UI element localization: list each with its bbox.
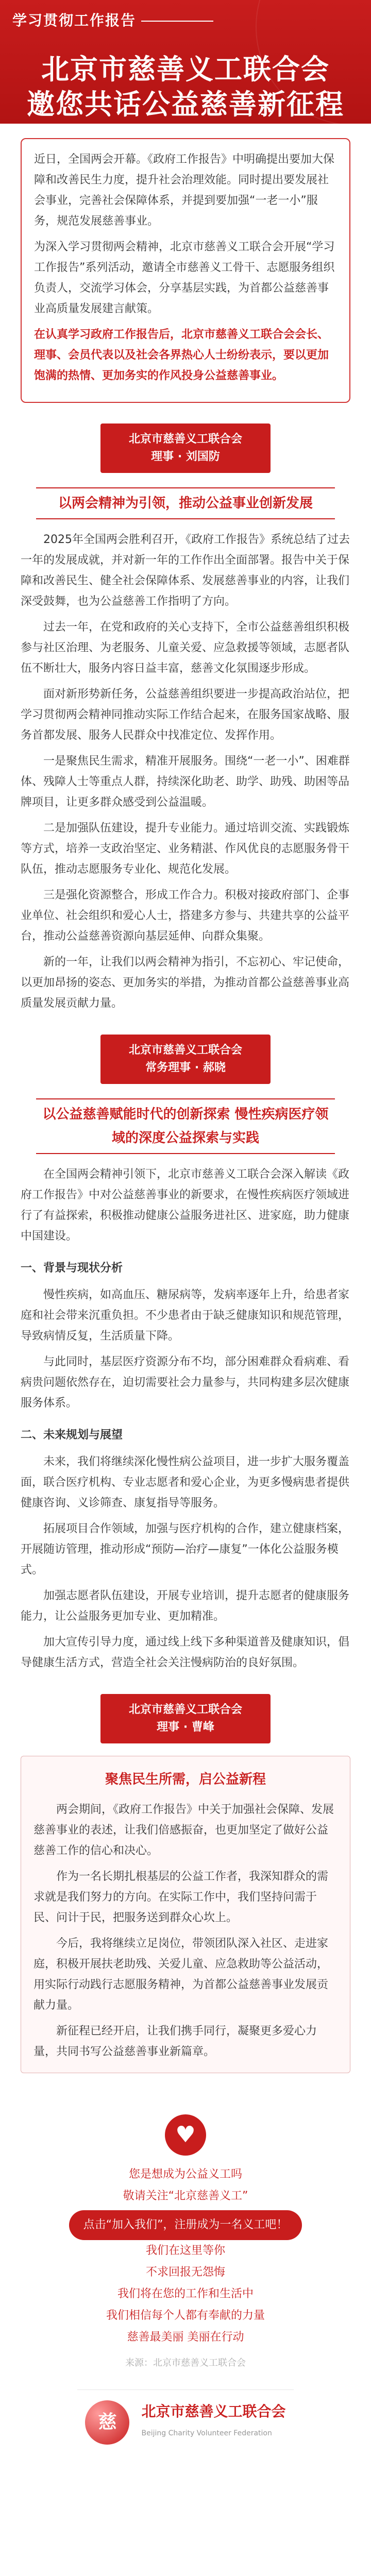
paragraph: 2025年全国两会胜利召开，《政府工作报告》系统总结了过去一年的发展成就，并对新一年的工作作出全面部署。报告中关于保障和改善民生、健全社会保障体系、发展慈善事业的内容，让我们深受鼓舞，也为公益慈善工作指明了方向。 (21, 533, 350, 608)
intro-box (21, 138, 350, 403)
paragraph: 拓展项目合作领域，加强与医疗机构的合作，建立健康档案，开展随访管理，推动形成“预防—治疗—康复”一体化公益服务模式。 (21, 1522, 350, 1577)
section-1-content (21, 530, 350, 1014)
section-3-content (33, 1800, 338, 2062)
article-body (0, 138, 371, 2073)
paragraph: 面对新形势新任务，公益慈善组织要进一步提高政治站位，把学习贯彻两会精神同推动实际工作结合起来，在服务国家战略、服务首都发展、服务人民群众中找准定位、发挥作用。 (21, 688, 350, 742)
section-heading-2: 以公益慈善赋能时代的创新探索 慢性疾病医疗领域的深度公益探索与实践 (36, 1098, 335, 1154)
footer-line-5: 我们将在您的工作和生活中 (117, 2287, 254, 2300)
speaker-org: 北京市慈善义工联合会 (128, 1703, 242, 1716)
paragraph: 作为一名长期扎根基层的公益工作者，我深知群众的需求就是我们努力的方向。在实际工作中，我们坚持问需于民、问计于民，把服务送到群众心坎上。 (33, 1870, 329, 1924)
paragraph: 今后，我将继续立足岗位，带领团队深入社区、走进家庭，积极开展扶老助残、关爱儿童、应急救助等公益活动，用实际行动践行志愿服务精神，为首都公益慈善事业发展贡献力量。 (33, 1937, 329, 2012)
sub-heading: 一、背景与现状分析 (21, 1262, 123, 1275)
brand-name (141, 2401, 285, 2444)
speaker-card-2 (100, 1035, 271, 1084)
heart-icon: ♥ (165, 2114, 206, 2156)
section-heading-1: 以两会精神为引领，推动公益事业创新发展 (36, 487, 335, 519)
brand-logo: 慈 (85, 2400, 129, 2445)
paragraph: 新征程已经开启，让我们携手同行，凝聚更多爱心力量，共同书写公益慈善事业新篇章。 (33, 2025, 317, 2058)
page-title-line2: 邀您共话公益慈善新征程 (27, 88, 344, 121)
footer-line-6: 我们相信每个人都有奉献的力量 (106, 2309, 265, 2322)
section-box-3 (21, 1756, 350, 2073)
footer (0, 2094, 371, 2493)
paragraph: 加大宣传引导力度，通过线上线下多种渠道普及健康知识，倡导健康生活方式，营造全社会关注慢病防治的良好氛围。 (21, 1636, 350, 1669)
footer-line-2: 敬请关注“北京慈善义工” (123, 2190, 248, 2202)
paragraph: 二是加强队伍建设，提升专业能力。通过培训交流、实践锻炼等方式，培养一支政治坚定、业务精湛、作风优良的志愿服务骨干队伍，推动志愿服务专业化、规范化发展。 (21, 822, 350, 876)
paragraph: 一是聚焦民生需求，精准开展服务。围绕“一老一小”、困难群体、残障人士等重点人群，持续深化助老、助学、助残、助困等品牌项目，让更多群众感受到公益温暖。 (21, 755, 350, 809)
speaker-card-1 (100, 423, 271, 473)
paragraph: 新的一年，让我们以两会精神为指引，不忘初心、牢记使命，以更加昂扬的姿态、更加务实的举措，为推动首都公益慈善事业高质量发展贡献力量。 (21, 956, 350, 1010)
paragraph: 未来，我们将继续深化慢性病公益项目，进一步扩大服务覆盖面，联合医疗机构、专业志愿者和爱心企业，为更多慢病患者提供健康咨询、义诊筛查、康复指导等服务。 (21, 1455, 350, 1510)
paragraph: 与此同时，基层医疗资源分布不均，部分困难群众看病难、看病贵问题依然存在，迫切需要社会力量参与，共同构建多层次健康服务体系。 (21, 1355, 350, 1410)
paragraph: 三是强化资源整合，形成工作合力。积极对接政府部门、企事业单位、社会组织和爱心人士，搭建多方参与、共建共享的公益平台，推动公益慈善资源向基层延伸、向群众集聚。 (21, 889, 350, 943)
header-banner (0, 0, 371, 124)
speaker-role: 理事 · 刘国防 (151, 450, 220, 463)
brand-name-en: Beijing Charity Volunteer Federation (141, 2429, 272, 2437)
page-title-line1: 北京市慈善义工联合会 (41, 53, 330, 86)
speaker-org: 北京市慈善义工联合会 (128, 433, 242, 446)
footer-line-3: 我们在这里等你 (145, 2244, 225, 2257)
speaker-role: 常务理事 · 郝晓 (145, 1061, 226, 1074)
paragraph: 慢性疾病，如高血压、糖尿病等，发病率逐年上升，给患者家庭和社会带来沉重负担。不少患者由于缺乏健康知识和规范管理，导致病情反复，生活质量下降。 (21, 1289, 350, 1343)
intro-paragraph-1: 近日，全国两会开幕。《政府工作报告》中明确提出要加大保障和改善民生力度，提升社会治理效能。同时提出要发展社会事业，完善社会保障体系，并提到要加强“一老一小”服务，规范发展慈善事业。 (34, 153, 335, 228)
section-heading-3: 聚焦民生所需，启公益新程 (105, 1772, 266, 1787)
speaker-card-3 (100, 1694, 271, 1743)
intro-highlight: 在认真学习政府工作报告后，北京市慈善义工联合会会长、理事、会员代表以及社会各界热心人士纷纷表示，要以更加饱满的热情、更加务实的作风投身公益慈善事业。 (34, 328, 329, 382)
footer-line-7: 慈善最美丽 美丽在行动 (127, 2331, 244, 2344)
speaker-role: 理事 · 曹峰 (157, 1721, 214, 1734)
join-us-button[interactable]: 点击“加入我们”，注册成为一名义工吧！ (69, 2210, 302, 2240)
sub-heading: 二、未来规划与展望 (21, 1429, 123, 1442)
series-label: 学习贯彻工作报告 (12, 9, 213, 30)
paragraph: 两会期间，《政府工作报告》中关于加强社会保障、发展慈善事业的表述，让我们倍感振奋，也更加坚定了做好公益慈善工作的信心和决心。 (33, 1803, 334, 1857)
brand-block (77, 2389, 294, 2462)
paragraph: 加强志愿者队伍建设，开展专业培训，提升志愿者的健康服务能力，让公益服务更加专业、更加精准。 (21, 1589, 350, 1623)
paragraph: 过去一年，在党和政府的关心支持下，全市公益慈善组织积极参与社区治理、为老服务、儿童关爱、应急救援等领域，志愿者队伍不断壮大，服务内容日益丰富，慈善文化氛围逐步形成。 (21, 621, 350, 675)
source-text: 来源：北京市慈善义工联合会 (125, 2358, 246, 2368)
brand-name-cn: 北京市慈善义工联合会 (141, 2403, 286, 2420)
paragraph: 在全国两会精神引领下，北京市慈善义工联合会深入解读《政府工作报告》中对公益慈善事业的新要求，在慢性疾病医疗领域进行了有益探索，积极推动健康公益服务进社区、进家庭，助力健康中国建设。 (21, 1168, 350, 1243)
footer-line-4: 不求回报无怨悔 (145, 2266, 225, 2279)
section-2-content (21, 1164, 350, 1673)
speaker-org: 北京市慈善义工联合会 (128, 1044, 242, 1057)
intro-paragraph-2: 为深入学习贯彻两会精神，北京市慈善义工联合会开展“学习工作报告”系列活动，邀请全市慈善义工骨干、志愿服务组织负责人，交流学习体会，分享基层实践，为首都公益慈善事业高质量发展建言献策。 (34, 241, 335, 315)
footer-line-1: 您是想成为公益义工吗 (128, 2168, 242, 2181)
